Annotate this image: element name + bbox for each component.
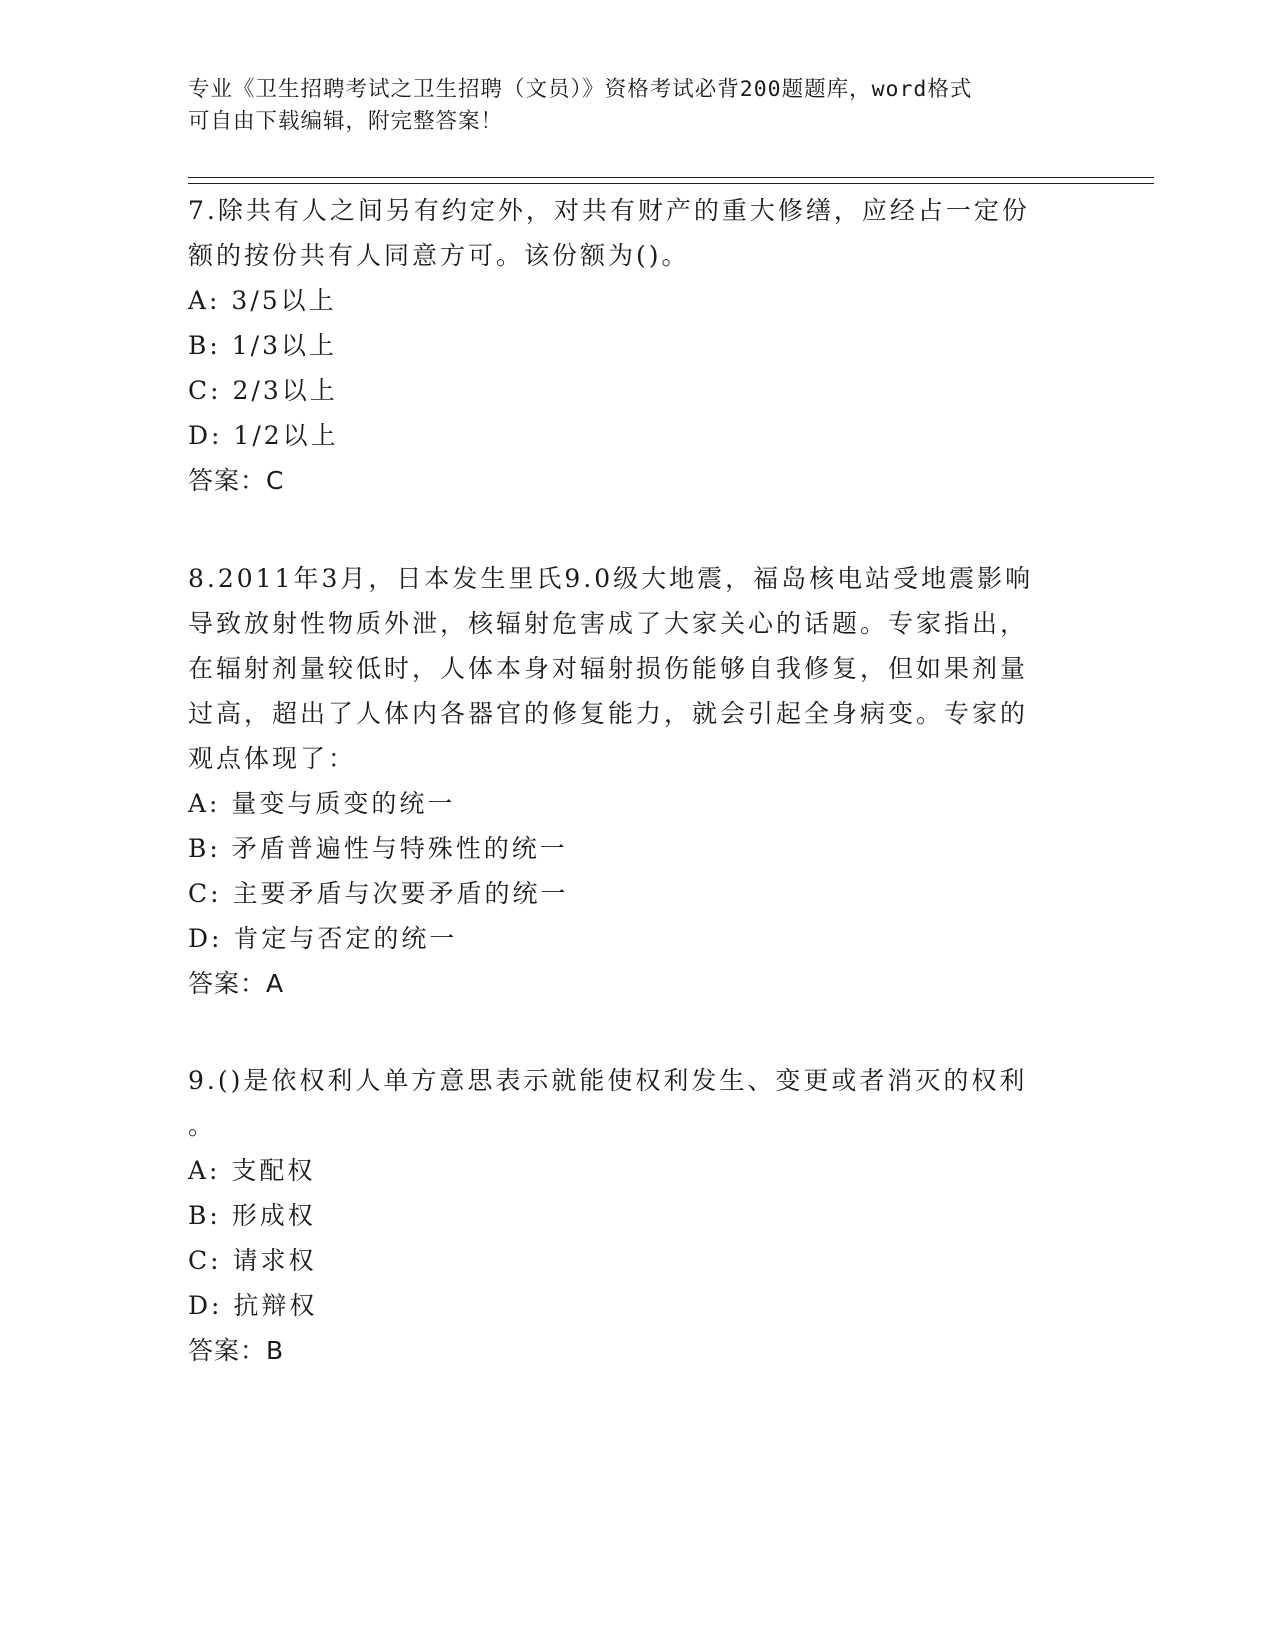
option-a: A: 量变与质变的统一 (188, 789, 456, 818)
question-8 (188, 556, 1068, 1006)
question-7 (188, 188, 1068, 503)
option-c: C: 2/3以上 (188, 376, 338, 405)
question-9 (188, 1058, 1068, 1373)
question-stem-line: 导致放射性物质外泄，核辐射危害成了大家关心的话题。专家指出， (188, 609, 1029, 638)
answer-line: 答案：A (188, 969, 285, 998)
header-divider-top (188, 177, 1154, 178)
document-header (188, 74, 1068, 138)
question-stem-line: 。 (188, 1111, 217, 1140)
option-b: B: 形成权 (188, 1201, 316, 1230)
option-d: D: 抗辩权 (188, 1291, 318, 1320)
answer-line: 答案：B (188, 1336, 285, 1365)
question-stem-line: 额的按份共有人同意方可。该份额为()。 (188, 241, 690, 270)
question-stem-line: 8.2011年3月，日本发生里氏9.0级大地震，福岛核电站受地震影响 (188, 564, 1034, 593)
option-a: A: 支配权 (188, 1156, 316, 1185)
option-d: D: 1/2以上 (188, 421, 339, 450)
header-line-2: 可自由下载编辑，附完整答案！ (188, 109, 504, 134)
option-d: D: 肯定与否定的统一 (188, 924, 458, 953)
question-stem-line: 9.()是依权利人单方意思表示就能使权利发生、变更或者消灭的权利 (188, 1066, 1028, 1095)
option-c: C: 主要矛盾与次要矛盾的统一 (188, 879, 569, 908)
answer-line: 答案：C (188, 466, 285, 495)
option-b: B: 1/3以上 (188, 331, 337, 360)
option-c: C: 请求权 (188, 1246, 317, 1275)
header-divider-bottom (188, 183, 1154, 184)
header-line-1: 专业《卫生招聘考试之卫生招聘（文员）》资格考试必背200题题库，word格式 (188, 77, 973, 102)
question-stem-line: 在辐射剂量较低时，人体本身对辐射损伤能够自我修复，但如果剂量 (188, 654, 1029, 683)
option-b: B: 矛盾普遍性与特殊性的统一 (188, 834, 568, 863)
option-a: A: 3/5以上 (188, 286, 337, 315)
question-stem-line: 观点体现了： (188, 744, 357, 773)
question-stem-line: 过高，超出了人体内各器官的修复能力，就会引起全身病变。专家的 (188, 699, 1029, 728)
question-stem-line: 7.除共有人之间另有约定外，对共有财产的重大修缮，应经占一定份 (188, 196, 1030, 225)
